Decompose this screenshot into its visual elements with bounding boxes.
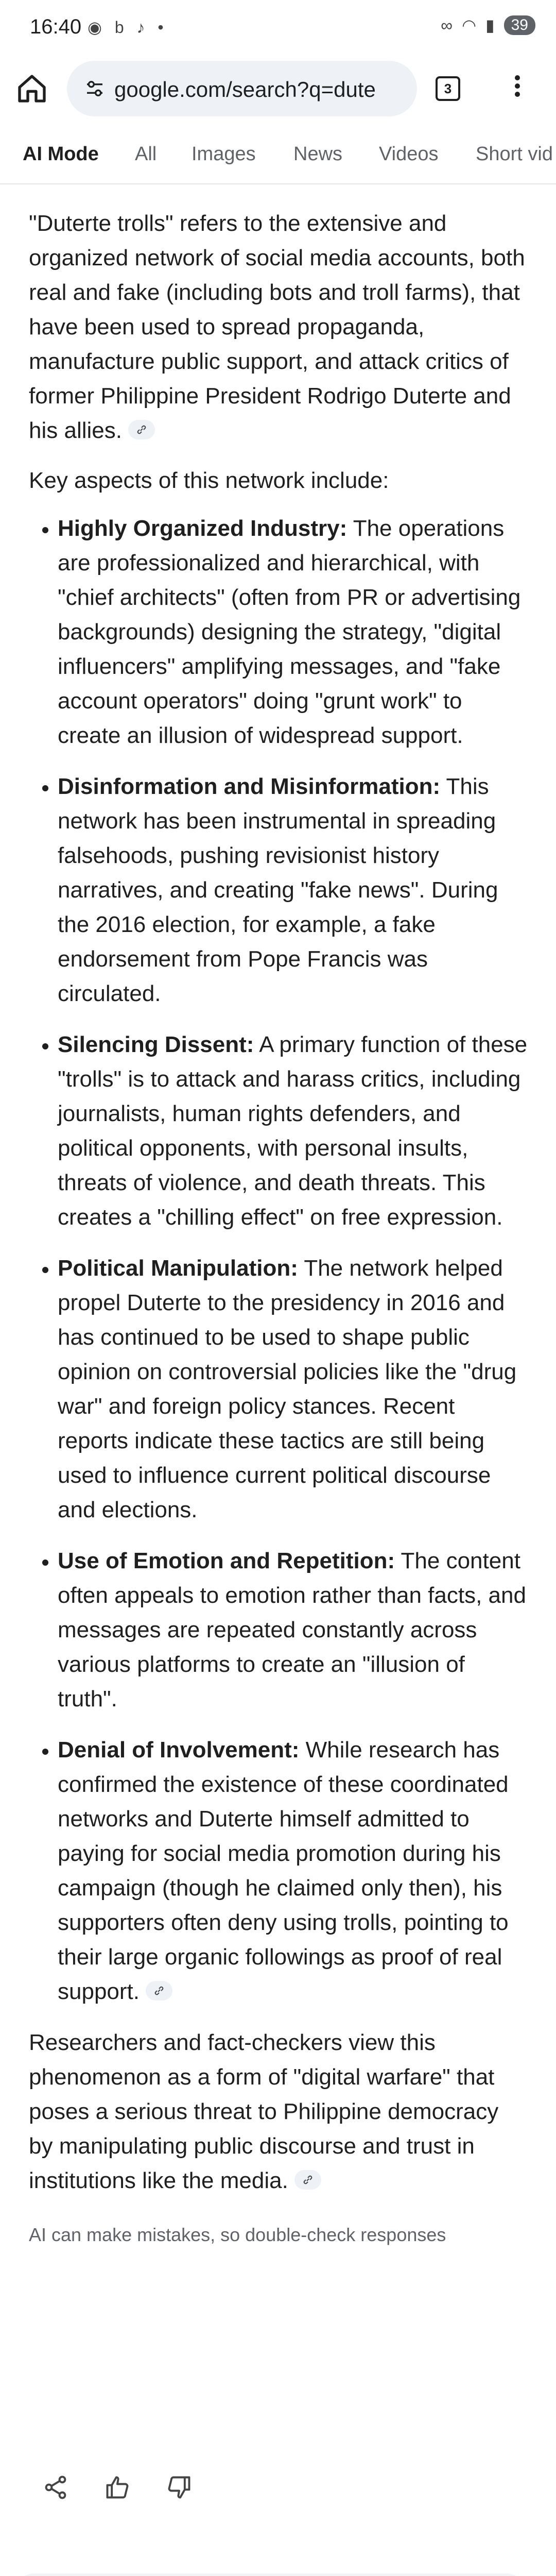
share-icon[interactable]	[41, 2473, 70, 2502]
tab-all[interactable]: All	[135, 143, 157, 165]
more-menu-icon[interactable]	[510, 72, 525, 105]
tab-ai-mode[interactable]: AI Mode	[23, 143, 99, 165]
list-item: • Disinformation and Misinformation: This network has been instrumental in spreading falsehoods, pushing revisionist history narratives, and creating "fake news". During the 2016 election, for example, a fake endorsement from Pope Francis was circulated.	[58, 769, 528, 1011]
answer-actions	[41, 2473, 194, 2502]
address-bar[interactable]	[67, 61, 417, 116]
tab-short-videos[interactable]: Short vid	[476, 143, 553, 165]
ai-disclaimer: AI can make mistakes, so double-check responses	[29, 2224, 446, 2245]
status-time: 16:40	[30, 15, 82, 38]
link-status-icon: ∞	[441, 15, 453, 35]
source-link-icon[interactable]	[294, 2170, 321, 2190]
source-link-icon[interactable]	[146, 1981, 172, 2001]
aspects-heading: Key aspects of this network include:	[29, 468, 389, 493]
browser-toolbar	[0, 57, 556, 121]
list-item: • Denial of Involvement: While research has confirmed the existence of these coordinated networks and Duterte himself admitted to paying for social media promotion during his campaign (though he claimed only then), his supporters often deny using trolls, pointing to their large organic followings as proof of real support.	[58, 1733, 528, 2009]
aspects-list	[29, 511, 528, 2009]
list-item: • Use of Emotion and Repetition: The content often appeals to emotion rather than facts, and messages are repeated constantly across various platforms to create an "illusion of truth".	[58, 1544, 528, 1716]
signal-icon: ▮	[485, 16, 495, 35]
tab-switcher-button[interactable]: 3	[436, 76, 460, 101]
answer-intro: "Duterte trolls" refers to the extensive and organized network of social media accounts, both real and fake (including bots and troll farms), that have been used to spread propaganda, manufacture public support, and attack critics of former Philippine President Rodrigo Duterte and his allies.	[29, 211, 525, 443]
tab-images[interactable]: Images	[192, 143, 256, 165]
tab-news[interactable]: News	[293, 143, 343, 165]
battery-indicator: 39	[504, 15, 535, 35]
list-item: • Political Manipulation: The network helped propel Duterte to the presidency in 2016 and has continued to be used to shape public opinion on controversial policies like the "drug war" and foreign policy stances. Recent reports indicate these tactics are still being used to influence current political discourse and elections.	[58, 1251, 528, 1527]
list-item: • Highly Organized Industry: The operations are professionalized and hierarchical, with "chief architects" (often from PR or advertising backgrounds) designing the strategy, "digital influencers" amplifying messages, and "fake account operators" doing "grunt work" to create an illusion of widespread support.	[58, 511, 528, 753]
home-icon[interactable]	[15, 72, 48, 105]
search-tabs	[0, 121, 556, 184]
thumbs-down-icon[interactable]	[165, 2473, 194, 2502]
thumbs-up-icon[interactable]	[103, 2473, 132, 2502]
site-settings-icon[interactable]	[84, 78, 105, 99]
url-text[interactable]: google.com/search?q=dute	[114, 77, 376, 101]
list-item: • Silencing Dissent: A primary function of these "trolls" is to attack and harass critics, including journalists, human rights defenders, and political opponents, with personal insults, threats of violence, and death threats. This creates a "chilling effect" on free expression.	[58, 1027, 528, 1234]
ai-answer	[29, 206, 528, 2247]
notification-icons: ◉ b ♪ •	[88, 18, 168, 37]
system-icons	[441, 15, 535, 35]
source-link-icon[interactable]	[128, 420, 155, 439]
tab-videos[interactable]: Videos	[379, 143, 439, 165]
wifi-icon: ◠	[462, 16, 477, 35]
status-bar	[0, 0, 556, 57]
related-article-card[interactable]	[15, 2573, 525, 2576]
answer-closing: Researchers and fact-checkers view this phenomenon as a form of "digital warfare" that poses a serious threat to Philippine democracy by manipulating public discourse and trust in institutions like the media.	[29, 2030, 499, 2193]
